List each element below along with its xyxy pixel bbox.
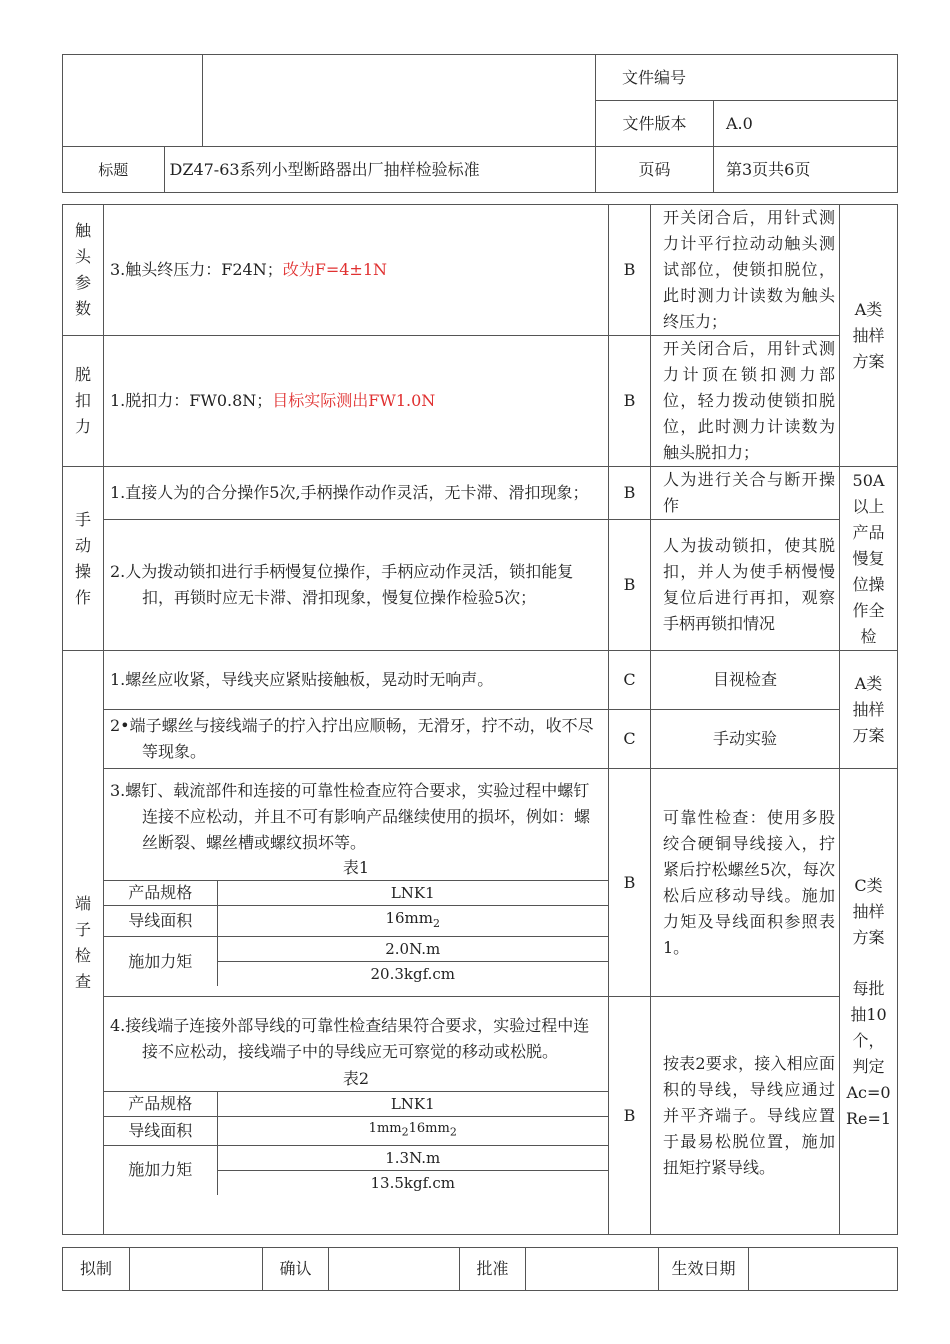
effective-date-label: 生效日期 [659,1248,749,1291]
manual-item-2: 2.人为拨动锁扣进行手柄慢复位操作，手柄应动作灵活，锁扣能复扣，再锁时应无卡滞、滑扣现象，慢复位操作检验5次； [104,520,609,651]
terminal-item-1-level: C [609,651,651,710]
terminal-item-3: 3.螺钉、载流部件和连接的可靠性检查应符合要求，实验过程中螺钉连接不应松动，并且不可有影响产品继续使用的损坏，例如：螺丝断裂、螺丝槽或螺纹损坏等。 表1 产品规格 LNK1 导线面积 $16mm_2$ 施加力矩 2.0N.m 20.3kgf.cm [104,769,609,997]
terminal-item-3-method: 可靠性检查：使用多股绞合硬铜导线接入，拧紧后拧松螺丝5次，每次松后应移动导线。施加力矩及导线面积参照表1。 [651,769,840,997]
page-label: 页码 [596,147,714,193]
contact-level: B [609,205,651,336]
category-contact: 触 头 参 数 [63,205,104,336]
trip-revision-note: 目标实际测出FW1.0N [272,391,436,410]
category-trip: 脱 扣 力 [63,336,104,467]
terminal-item-4-level: B [609,997,651,1235]
sampling-a-plan-2: A类 抽样 万案 [840,651,898,769]
manual-item-2-method: 人为拔动锁扣，使其脱扣，并人为使手柄慢慢复位后进行再扣，观察手柄再锁扣情况 [651,520,840,651]
manual-item-1-level: B [609,467,651,520]
terminal-item-4: 4.接线端子连接外部导线的可靠性检查结果符合要求，实验过程中连接不应松动，接线端子中的导线应无可察觉的移动或松脱。 表2 产品规格 LNK1 导线面积 $1mm_216mm_2$ 施加力矩 1.3N.m 13.5kgf.cm [104,997,609,1235]
contact-revision-note: 改为F=4±1N [282,260,388,279]
approve-label: 批准 [460,1248,526,1291]
inspection-table [62,204,898,1235]
table-2-title: 表2 [342,1069,370,1088]
manual-sampling: 50A 以上 产品 慢复 位操 作全 检 [840,467,898,651]
manual-item-2-level: B [609,520,651,651]
manual-item-1: 1.直接人为的合分操作5次,手柄操作动作灵活，无卡滞、滑扣现象； [104,467,609,520]
title-row [63,147,596,193]
sampling-c-plan: C类 抽样 方案 每批 抽10 个， 判定 Ac=0 Re=1 [840,769,898,1235]
logo-cell [63,55,203,147]
terminal-item-2-method: 手动实验 [651,710,840,769]
trip-method: 开关闭合后，用针式测力计顶在锁扣测力部位，轻力拨动使锁扣脱位，此时测力计读数为触头脱扣力； [651,336,840,467]
trip-level: B [609,336,651,467]
company-cell [203,55,596,147]
title-label: 标题 [63,147,164,192]
sampling-a-plan-1: A类 抽样 方案 [840,205,898,467]
confirm-signature [329,1248,460,1291]
confirm-label: 确认 [263,1248,329,1291]
document-title: DZ47-63系列小型断路器出厂抽样检验标准 [169,159,480,179]
terminal-item-1-method: 目视检查 [651,651,840,710]
table-2: 产品规格 LNK1 导线面积 $1mm_216mm_2$ 施加力矩 1.3N.m 13.5kgf.cm [104,1091,608,1195]
draft-label: 拟制 [63,1248,130,1291]
terminal-item-2: 2•端子螺丝与接线端子的拧入拧出应顺畅，无滑牙，拧不动，收不尽等现象。 [104,710,609,769]
file-no-label: 文件编号 [596,55,714,101]
draft-signature [130,1248,263,1291]
signature-table [62,1247,898,1291]
terminal-item-2-level: C [609,710,651,769]
terminal-item-3-level: B [609,769,651,997]
table-1-title: 表1 [342,858,370,877]
category-terminal: 端 子 检 查 [63,651,104,1235]
manual-item-1-method: 人为进行关合与断开操作 [651,467,840,520]
version-value: A.0 [714,101,898,147]
effective-date-value [749,1248,898,1291]
table-1: 产品规格 LNK1 导线面积 $16mm_2$ 施加力矩 2.0N.m 20.3kgf.cm [104,880,608,986]
approve-signature [526,1248,659,1291]
terminal-item-4-method: 按表2要求，接入相应面积的导线，导线应通过并平齐端子。导线应置于最易松脱位置，施加扭矩拧紧导线。 [651,997,840,1235]
file-no-value [714,55,898,101]
page-number: 第3页共6页 [714,147,898,193]
terminal-item-1: 1.螺丝应收紧，导线夹应紧贴接触板，晃动时无响声。 [104,651,609,710]
category-manual: 手 动 操 作 [63,467,104,651]
version-label: 文件版本 [596,101,714,147]
header-table [62,54,898,193]
contact-method: 开关闭合后，用针式测力计平行拉动动触头测试部位，使锁扣脱位，此时测力计读数为触头终压力； [651,205,840,336]
trip-item: 1.脱扣力：FW0.8N；目标实际测出FW1.0N [104,336,609,467]
contact-item: 3.触头终压力：F24N；改为F=4±1N [104,205,609,336]
